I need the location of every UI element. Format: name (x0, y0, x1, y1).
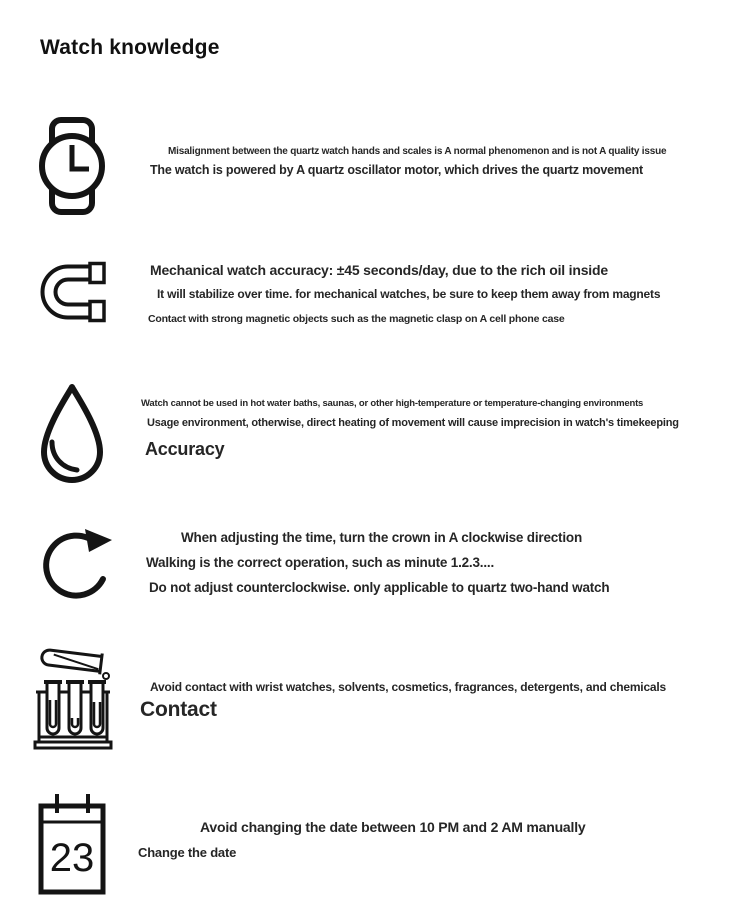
section-contact-heading: Contact (140, 698, 217, 721)
test-tubes-icon (33, 644, 113, 757)
calendar-icon (36, 791, 108, 901)
section-date-line-1: Avoid changing the date between 10 PM and 2 AM manually (200, 819, 586, 835)
section-water-line-1: Watch cannot be used in hot water baths, saunas, or other high-temperature or temperature-changing environments (141, 398, 644, 409)
water-drop-icon (36, 381, 108, 491)
section-date-line-2: Change the date (138, 845, 237, 860)
section-adjust-line-3: Do not adjust counterclockwise. only applicable to quartz two-hand watch (149, 580, 610, 595)
section-quartz-line-2: The watch is powered by A quartz oscillator motor, which drives the quartz movement (150, 163, 643, 177)
section-water-line-2: Usage environment, otherwise, direct heating of movement will cause imprecision in watch's timekeeping (147, 417, 679, 429)
calendar-date-number: 23 (49, 836, 95, 880)
wrist-watch-icon (38, 116, 106, 221)
section-magnet-line-1: Mechanical watch accuracy: ±45 seconds/day, due to the rich oil inside (150, 262, 608, 278)
magnet-icon (38, 261, 108, 328)
section-water-heading: Accuracy (145, 439, 225, 459)
section-adjust-line-1: When adjusting the time, turn the crown in A clockwise direction (181, 530, 582, 545)
page-title: Watch knowledge (40, 36, 220, 59)
clockwise-rotation-icon (38, 519, 114, 609)
section-magnet-line-3: Contact with strong magnetic objects such as the magnetic clasp on A cell phone case (148, 313, 565, 325)
section-adjust-line-2: Walking is the correct operation, such as minute 1.2.3.... (146, 555, 494, 570)
section-magnet-line-2: It will stabilize over time. for mechanical watches, be sure to keep them away from magnets (157, 287, 661, 301)
section-quartz-line-1: Misalignment between the quartz watch hands and scales is A normal phenomenon and is not A quality issue (168, 146, 667, 157)
section-contact-line-1: Avoid contact with wrist watches, solvents, cosmetics, fragrances, detergents, and chemicals (150, 680, 666, 694)
